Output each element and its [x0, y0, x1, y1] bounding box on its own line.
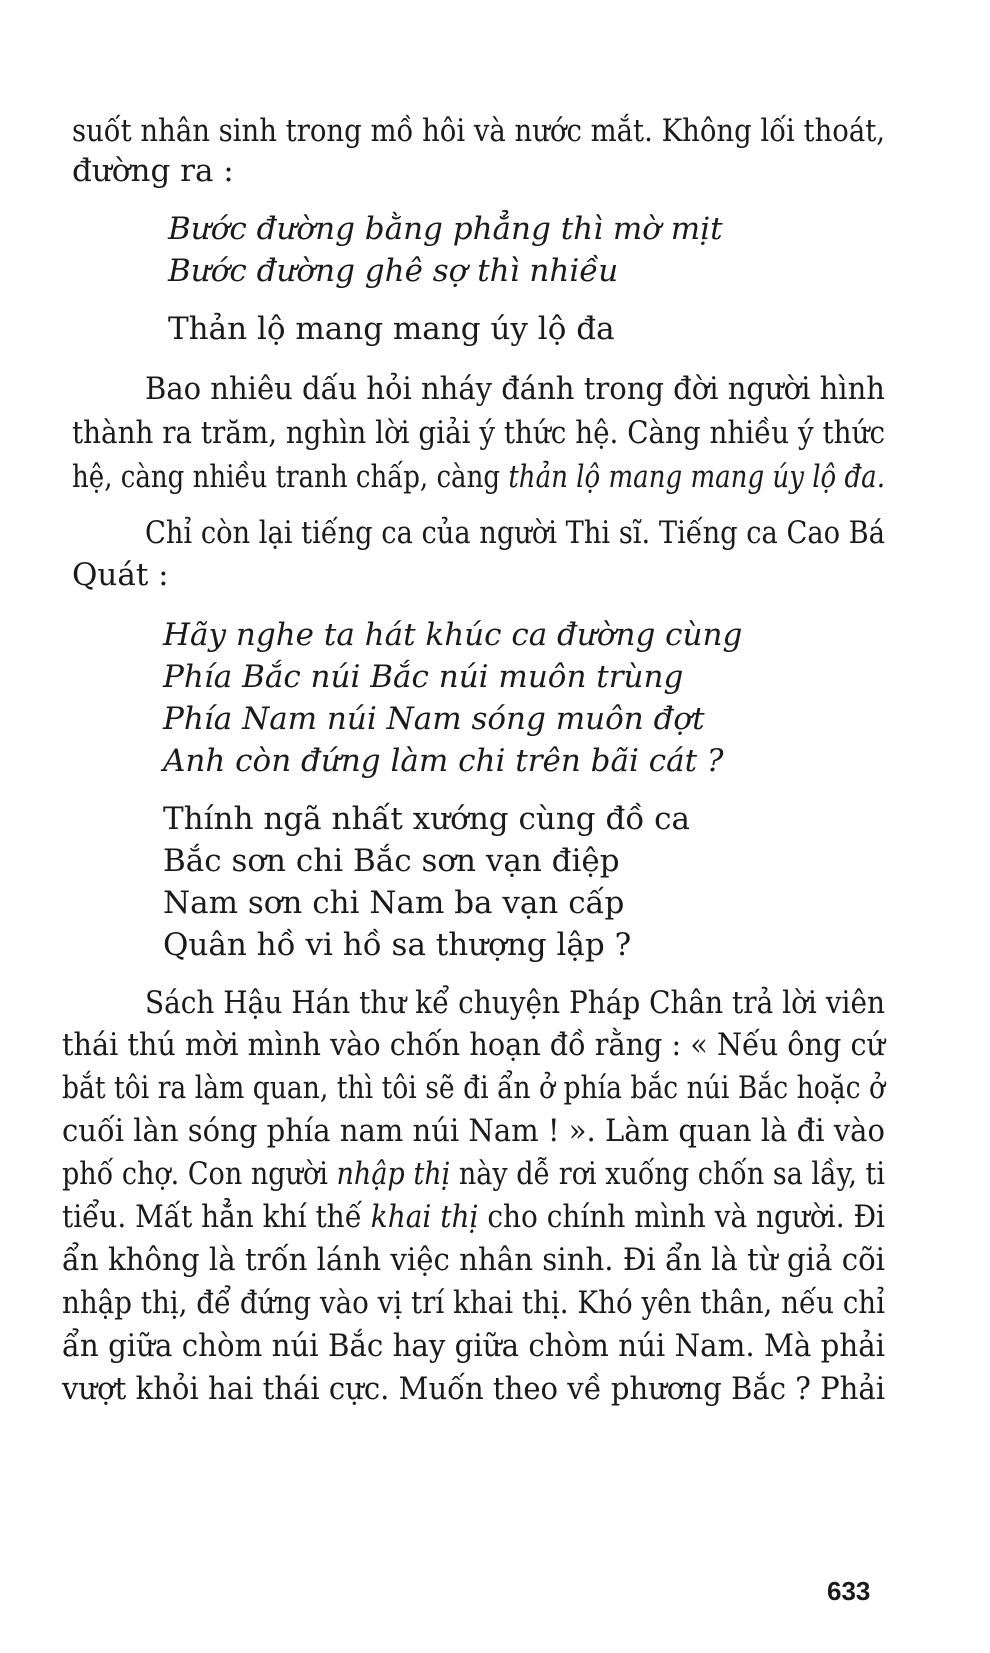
verse-line: Phía Nam núi Nam sóng muôn đợt — [163, 701, 705, 737]
paragraph-line: cuối làn sóng phía nam núi Nam ! ». Làm quan là đi vào — [62, 1113, 885, 1149]
verse-line: Hãy nghe ta hát khúc ca đường cùng — [163, 617, 743, 653]
paragraph-line: thành ra trăm, nghìn lời giải ý thức hệ. Càng nhiều ý thức — [72, 415, 886, 451]
verse-original-line: Quân hồ vi hồ sa thượng lập ? — [163, 927, 632, 963]
text-run: này dễ rơi xuống chốn sa lầy, ti — [450, 1156, 886, 1192]
italic-phrase: nhập thị — [336, 1156, 451, 1192]
verse-original-line: Nam sơn chi Nam ba vạn cấp — [163, 885, 625, 921]
text-run: hệ, càng nhiều tranh chấp, càng — [72, 459, 509, 495]
paragraph-line: vượt khỏi hai thái cực. Muốn theo về phương Bắc ? Phải — [62, 1371, 886, 1407]
italic-phrase: thản lộ mang mang úy lộ đa. — [508, 459, 885, 495]
paragraph-line: Sách Hậu Hán thư kể chuyện Pháp Chân trả lời viên — [145, 985, 885, 1021]
verse-line: Phía Bắc núi Bắc núi muôn trùng — [163, 659, 684, 695]
text-run: tiểu. Mất hẳn khí thế — [62, 1199, 371, 1235]
paragraph-line: đường ra : — [72, 153, 234, 189]
paragraph-line: ẩn giữa chòm núi Bắc hay giữa chòm núi Nam. Mà phải — [62, 1328, 886, 1364]
text-run: cho chính mình và người. Đi — [478, 1199, 886, 1235]
paragraph-line: nhập thị, để đứng vào vị trí khai thị. Khó yên thân, nếu chỉ — [62, 1285, 886, 1321]
paragraph-line — [72, 459, 885, 495]
verse-line: Anh còn đứng làm chi trên bãi cát ? — [163, 743, 724, 779]
paragraph-line: Quát : — [72, 557, 169, 593]
page-number: 633 — [827, 1576, 871, 1606]
verse-line: Bước đường bằng phẳng thì mờ mịt — [168, 211, 723, 247]
paragraph-line: Chỉ còn lại tiếng ca của người Thi sĩ. Tiếng ca Cao Bá — [145, 515, 885, 551]
verse-original-line: Thính ngã nhất xướng cùng đồ ca — [163, 801, 690, 837]
verse-original-line: Thản lộ mang mang úy lộ đa — [168, 311, 615, 347]
text-run: phố chợ. Con người — [62, 1156, 337, 1192]
paragraph-line: bắt tôi ra làm quan, thì tôi sẽ đi ẩn ở phía bắc núi Bắc hoặc ở — [62, 1070, 885, 1106]
verse-line: Bước đường ghê sợ thì nhiều — [168, 253, 619, 289]
paragraph-line — [62, 1199, 886, 1235]
paragraph-line: Bao nhiêu dấu hỏi nháy đánh trong đời người hình — [145, 371, 885, 407]
italic-phrase: khai thị — [370, 1199, 479, 1235]
paragraph-line — [62, 1156, 886, 1192]
paragraph-line: thái thú mời mình vào chốn hoạn đồ rằng : « Nếu ông cứ — [62, 1027, 885, 1063]
verse-original-line: Bắc sơn chi Bắc sơn vạn điệp — [163, 843, 620, 879]
paragraph-line: suốt nhân sinh trong mồ hôi và nước mắt. Không lối thoát, — [72, 113, 886, 149]
paragraph-line: ẩn không là trốn lánh việc nhân sinh. Đi ẩn là từ giả cõi — [62, 1242, 886, 1278]
